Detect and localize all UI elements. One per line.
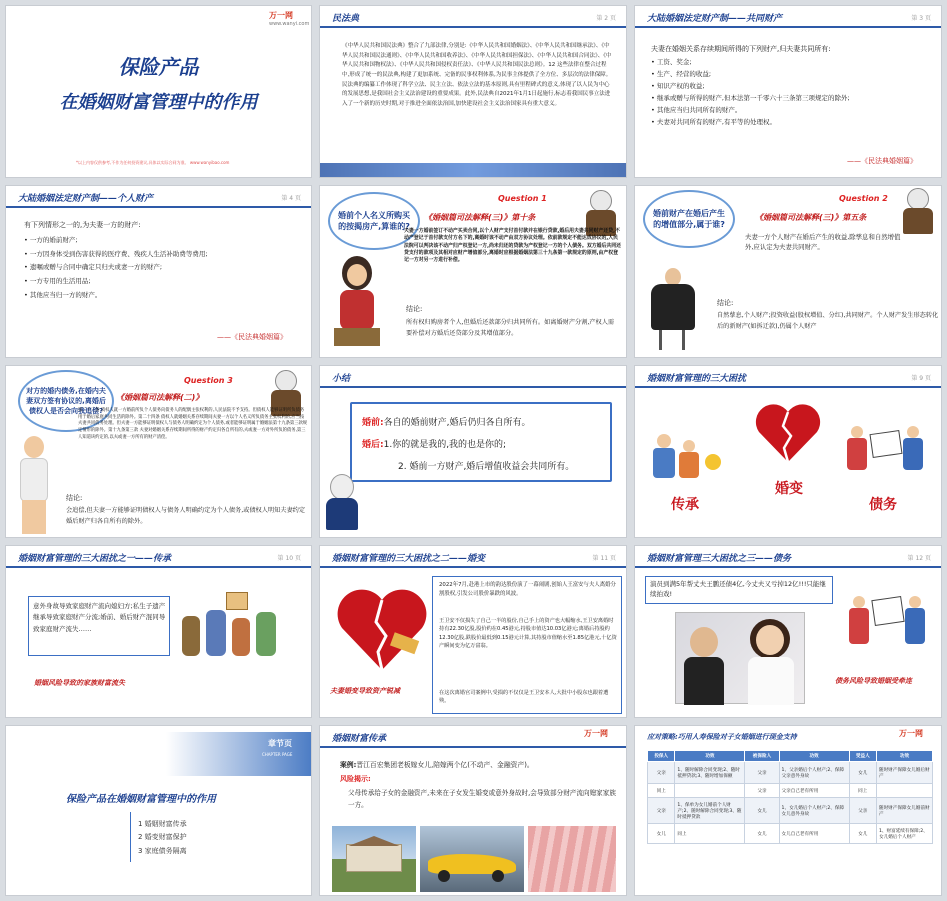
table-cell: 同上 — [648, 784, 675, 798]
personal-property-intro: 有下列情形之一的,为夫妻一方的财产: — [24, 221, 141, 229]
table-cell: 女儿 — [849, 762, 876, 784]
case-para-3: 在这次离婚官司案例中,受损的不仅仅是王卫安本人,大批中小股东也跟着遭殃。 — [439, 690, 609, 705]
woman-standing-icon — [12, 436, 56, 536]
table-cell: 女儿 — [648, 824, 675, 844]
debt-cartoon-icon — [849, 586, 929, 656]
question-cloud: 婚前财产在婚后产生的增值部分,属于谁? — [643, 190, 735, 248]
chapter-divider — [130, 812, 131, 862]
list-item: • 知识产权的收益; — [651, 82, 705, 91]
question-label: Question 3 — [184, 376, 233, 385]
list-item: 3 家庭债务隔离 — [138, 846, 187, 855]
law-source: ——《民法典婚姻篇》 — [847, 157, 917, 165]
label-debt: 债务 — [869, 497, 897, 513]
judge-cartoon-icon — [324, 474, 360, 534]
family-wealth-icon — [653, 426, 723, 482]
slide-6-question-2[interactable] — [634, 185, 942, 358]
brand-logo: 万一网 www.wanyi.com — [269, 11, 310, 27]
personal-property-list — [24, 234, 309, 302]
table-cell: 父亲自己老有所用 — [779, 784, 849, 798]
debt-text-box — [645, 576, 833, 604]
lawyer-figure-icon — [901, 188, 935, 236]
chapter-list — [138, 818, 187, 858]
law-body: 夫妻一方婚前签订不动产买卖合同,以个人财产支付首付款并在银行贷款,婚后用夫妻共同财产还贷,不动产登记于首付款支付方名下的,离婚时该不动产由双方协议处理。依前款规定不能达成协议的,人民法院可以判决该不动产归产权登记一方,尚未归还的贷款为产权登记一方的个人债务。双方婚后共同还贷支付的款项及其相对应财产增值部分,离婚时应根据婚姻法第三十九条第一款规定的原则,由产权登记一方对另一方进行补偿。 — [404, 228, 622, 264]
slide-header: 应对策略:巧用人寿保险对子女婚姻进行现金支持 — [647, 733, 797, 741]
divorce-caption: 夫妻婚变导致资产锐减 — [330, 687, 400, 695]
case-line: 案例:晋江百宏集团老板嫁女儿,陪嫁两个亿(不动产、金融资产)。 — [340, 761, 534, 769]
law-title: 《婚姻篇司法解释(三)》第十条 — [424, 213, 536, 222]
table-cell: 1、保单为女儿婚前个人财产;2、随时解除合同变现;3、随时抵押贷款 — [675, 798, 745, 824]
debt-text: 演员到满5年帮丈夫王鹏还债4亿,今丈夫又亏掉12亿!!!只能继续拍戏! — [650, 580, 826, 599]
inheritance-text: 意外身故导致家庭财产流向媳妇方;私生子遗产继承导致家庭财产分流;婚前、婚后财产混同导致家庭财产流失…… — [33, 602, 166, 633]
list-item: • 夫妻对共同所有的财产,有平等的处理权。 — [651, 118, 776, 127]
table-cell: 随时财产保障女儿婚后财产 — [877, 762, 933, 784]
list-item: • 其他应当归共同所有的财产。 — [651, 106, 742, 115]
civil-code-body: 《中华人民共和国民法典》整合了九部法律,分别是:《中华人民共和国婚姻法》、《中华人民共和国继承法》、《中华人民共和国民法通则》、《中华人民共和国收养法》、《中华人民共和国担保法》、《中华人民共和国合同法》、《中华人民共和国物权法》、《中华人民共和国侵权责任法》、《中华人民共和国民法总则》。12 这些法律在整合过程中,形成了统一的民法典,构建了更加系统、完备的民事权利体系,为民事主体提供了全方位、多层次的法律保障。民法典的编纂工作体现了科学立法、民主立法、依法立法的基本原则,具有里程碑式的意义,体现了以人民为中心的发展思想,是我国社会主义法治建设的重要成果。此外,民法典自2021年1月1日起施行,标志着我国民事立法进入了一个新的历史时期,对于推进全面依法治国,加快建设社会主义法治国家具有重大意义。 — [342, 43, 612, 107]
table-row — [648, 824, 933, 844]
table-cell: 父亲 — [745, 784, 779, 798]
slide-header: 婚姻财富管理的三大困扰之一——传承 第 10 页 — [6, 546, 311, 568]
law-title: 《婚姻篇司法解释(三)》第五条 — [755, 213, 867, 222]
slide-10-inheritance[interactable] — [5, 545, 312, 718]
list-item: • 一方的婚前财产; — [24, 236, 78, 244]
table-cell: 父亲 — [745, 762, 779, 784]
list-item: • 生产、经营的收益; — [651, 70, 712, 79]
question-label: Question 2 — [839, 194, 888, 203]
table-row — [648, 762, 933, 784]
table-cell: 父亲 — [849, 798, 876, 824]
list-item: 1 婚姻财富传承 — [138, 820, 187, 828]
question-cloud: 婚前个人名义所购买的按揭房产,算谁的? — [328, 192, 420, 250]
table-row — [648, 798, 933, 824]
table-cell: 女儿自己老有所用 — [779, 824, 849, 844]
slide-header: 大陆婚姻法定财产制——个人财产 第 4 页 — [6, 186, 311, 208]
list-item: • 其他应当归一方的财产。 — [24, 290, 102, 299]
heart-money-icon — [334, 582, 430, 678]
summary-line-1: 婚前:各自的婚前财产,婚后仍归各自所有。 — [362, 418, 531, 428]
family-dispute-icon — [182, 592, 292, 662]
law-title: 《婚姻篇司法解释(二)》 — [116, 393, 204, 402]
slide-8-summary[interactable] — [319, 365, 627, 538]
conclusion-text: 自然孳息,个人财产;投资收益(股权增值、分红),共同财产。个人财产发生形态转化后的新财产(如拆迁款),仍属个人财产 — [717, 312, 939, 331]
slide-9-three-troubles[interactable] — [634, 365, 942, 538]
summary-line-2: 婚后:1.你的就是我的,我的也是你的; — [362, 440, 507, 450]
conclusion-text: 所有权归购房者个人,但婚后还款部分归共同所有。如离婚财产分割,产权人需要补偿对方婚后还贷部分及其增值部分。 — [406, 319, 615, 337]
summary-line-3: 2. 婚前一方财产,婚后增值收益会共同所有。 — [398, 462, 575, 472]
law-source: ——《民法典婚姻篇》 — [217, 333, 287, 341]
list-item: 2 婚变财富保护 — [138, 833, 187, 842]
list-item: • 继承或赠与所得的财产,但本法第一千零六十三条第三项规定的除外; — [651, 94, 850, 103]
table-cell: 随时财产保障女儿婚前财产 — [877, 798, 933, 824]
woman-figure-icon — [334, 256, 380, 354]
slide-15-strategy[interactable] — [634, 725, 942, 896]
label-inheritance: 传承 — [671, 497, 699, 513]
chapter-sub: CHAPTER PAGE — [262, 752, 293, 757]
risk-label: 风险揭示: — [340, 775, 371, 783]
table-cell: 1、随时解除合同变现;2、随时抵押贷款;3、随时增加保额 — [675, 762, 745, 784]
law-body: 第二十三条 债权人就一方婚前所负个人债务向债务人的配偶主张权利的,人民法院不予支持。但债权人能够证明所负债务用于婚后家庭共同生活的除外。第二十四条 债权人就婚姻关系存续期间夫妻一方以个人名义所负债务主张权利的,应当按夫妻共同债务处理。但夫妻一方能够证明债权人与债务人明确约定为个人债务,或者能够证明属于婚姻法第十九条第三款规定情形的除外。第十九条第三款 夫妻对婚姻关系存续期间所得的财产约定归各自所有的,夫或妻一方对外所负的债务,第三人知道该约定的,以夫或妻一方所有的财产清偿。 — [78, 408, 308, 440]
table-cell: 父亲 — [648, 798, 675, 824]
question-cloud: 对方的婚内债务,在婚内夫妻双方签有协议的,离婚后债权人是否会向我追偿? — [18, 370, 114, 432]
footer-wave — [320, 163, 626, 177]
conclusion-title: 结论: — [717, 299, 734, 307]
table-row — [648, 784, 933, 798]
case-para-2: 王卫安不仅损失了自己一半的股份,自己手上的资产也大幅缩水,王卫安离婚时持有22.30亿股,股价约在0.45港元,持股市值达10.03亿港元;离婚后持股约12.30亿股,跌股价最低到0.15港元计算,其持股市值缩水至1.85亿港元,十亿资产瞬间变为亿万富翁。 — [439, 618, 617, 649]
cash-photo — [528, 826, 616, 892]
table-cell — [675, 784, 745, 798]
slide-2-civil-code[interactable] — [319, 5, 627, 178]
law-body: 夫妻一方个人财产在婚后产生的收益,除孳息和自然增值外,应认定为夫妻共同财产。 — [745, 233, 901, 252]
slide-header: 婚姻财富管理的三大困扰 第 9 页 — [635, 366, 941, 388]
conclusion-text: 会追偿,但夫妻一方能够证明债权人与债务人明确约定为个人债务,或债权人明知夫妻约定婚后财产归各自所有的除外。 — [66, 507, 306, 526]
slide-header: 民法典 第 2 页 — [320, 6, 626, 28]
debt-couple-icon — [847, 426, 927, 484]
label-divorce: 婚变 — [775, 481, 803, 497]
brand-logo: 万一网 — [584, 729, 608, 738]
table-cell: 同上 — [849, 784, 876, 798]
celebrity-couple-photo — [675, 612, 805, 704]
table-cell — [877, 784, 933, 798]
conclusion-title: 结论: — [406, 305, 423, 313]
table-cell: 女儿 — [849, 824, 876, 844]
table-cell: 父亲 — [648, 762, 675, 784]
risk-text: 父母传承给子女的金融资产,未来在子女发生婚变或意外身故时,会导致部分财产流向媳家家族一方。 — [348, 789, 616, 809]
chapter-label: 章节页 — [268, 739, 292, 748]
table-cell: 女儿 — [745, 798, 779, 824]
conclusion-title: 结论: — [66, 494, 83, 502]
table-header-row — [648, 751, 933, 762]
cover-title-line2: 在婚姻财富管理中的作用 — [59, 92, 258, 113]
case-para-1: 2022年7月,赴港上市的韵达股份演了一幕闹剧,创始人王富安与夫人离婚分割股权,引发公司股价暴跌的风波。 — [439, 582, 616, 597]
slide-header: 婚姻财富管理三大困扰之三——债务 第 12 页 — [635, 546, 941, 568]
column-header: 投保人 — [648, 751, 675, 762]
slide-5-question-1[interactable] — [319, 185, 627, 358]
slide-13-chapter[interactable] — [5, 725, 312, 896]
list-item: • 一方因身体受到伤害获得的医疗费、残疾人生活补助费等费用; — [24, 249, 208, 258]
slide-header: 小结 — [320, 366, 626, 388]
question-label: Question 1 — [498, 194, 547, 203]
divorce-case-box — [432, 576, 622, 714]
chapter-title: 保险产品在婚姻财富管理中的作用 — [66, 794, 216, 805]
slide-3-common-property[interactable] — [634, 5, 942, 178]
common-property-intro: 夫妻在婚姻关系存续期间所得的下列财产,归夫妻共同所有: — [651, 45, 831, 53]
list-item: • 遗嘱或赠与合同中确定只归夫或妻一方的财产; — [24, 263, 163, 272]
table-cell: 同上 — [675, 824, 745, 844]
sports-car-photo — [420, 826, 524, 892]
slide-14-wealth-inheritance[interactable] — [319, 725, 627, 896]
slide-4-personal-property[interactable] — [5, 185, 312, 358]
inheritance-text-box — [28, 596, 170, 656]
cover-title-line1: 保险产品 — [118, 55, 199, 79]
slide-header: 大陆婚姻法定财产制——共同财产 第 3 页 — [635, 6, 941, 28]
table-cell: 1、父亲婚后个人财产;2、保障父亲意外身故 — [779, 762, 849, 784]
debt-caption: 债务风险导致婚姻受牵连 — [835, 677, 912, 685]
list-item: • 工资、奖金; — [651, 58, 692, 66]
list-item: • 一方专用的生活用品; — [24, 276, 91, 285]
slide-header: 婚姻财富管理的三大困扰之二——婚变 第 11 页 — [320, 546, 626, 568]
cover-note: *以上内容仅供参考,不作为任何投资建议,具体以实际合同为准。 www.wanyibao.com — [76, 160, 230, 165]
summary-box — [350, 402, 612, 482]
businessman-chair-icon — [639, 268, 701, 354]
table-cell: 1、财富延续有保障;2、女儿婚后个人财产 — [877, 824, 933, 844]
brand-logo: 万一网 — [899, 729, 923, 738]
column-header: 功效 — [779, 751, 849, 762]
strategy-table — [647, 750, 933, 844]
slide-12-debt[interactable] — [634, 545, 942, 718]
column-header: 被保险人 — [745, 751, 779, 762]
column-header: 功效 — [877, 751, 933, 762]
villa-photo — [332, 826, 416, 892]
slide-header: 婚姻财富传承 — [320, 726, 626, 748]
slide-7-question-3[interactable] — [5, 365, 312, 538]
column-header: 受益人 — [849, 751, 876, 762]
inheritance-caption: 婚姻风险导致的家族财富流失 — [34, 679, 125, 687]
slide-11-divorce[interactable] — [319, 545, 627, 718]
column-header: 功效 — [675, 751, 745, 762]
slide-1-cover[interactable] — [5, 5, 312, 178]
broken-heart-icon — [753, 398, 823, 468]
common-property-list — [651, 56, 936, 128]
table-cell: 1、女儿婚后个人财产;2、保障女儿意外身故 — [779, 798, 849, 824]
table-cell: 女儿 — [745, 824, 779, 844]
